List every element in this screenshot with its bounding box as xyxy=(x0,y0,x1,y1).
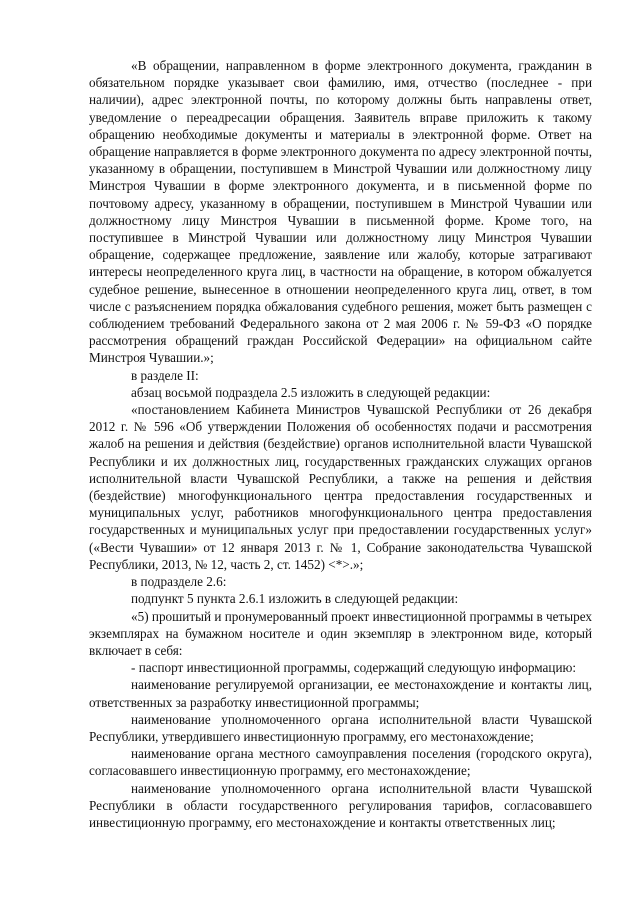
paragraph-5: в подразделе 2.6: xyxy=(131,574,227,590)
paragraph-4: «постановлением Кабинета Министров Чувашской Республики от 26 декабря 2012 г. № 596 «Об утверждении Положения об особенностях подачи и рассмотрения жалоб на решения и действия (бездействие) органов исполнительной власти Чувашской Республики и их должностных лиц, государственных гражданских служащих органов исполнительной власти Чувашской Республики, а также на решения и действия (бездействие) многофункционального центра предоставления государственных и муниципальных услуг, работников многофункционального центра предоставления государственных и муниципальных услуг при предоставлении государственных услуг» («Вести Чувашии» от 12 января 2013 г. № 1, Собрание законодательства Чувашской Республики, 2013, № 12, часть 2, ст. 1452) <*>.»; xyxy=(89,402,592,572)
paragraph-11: наименование органа местного самоуправления поселения (городского округа), согласовавшего инвестиционную программу, его местонахождение; xyxy=(89,746,592,779)
document-body xyxy=(89,57,592,831)
paragraph-10: наименование уполномоченного органа исполнительной власти Чувашской Республики, утвердившего инвестиционную программу, его местонахождение; xyxy=(89,711,592,744)
paragraph-9: наименование регулируемой организации, ее местонахождение и контакты лиц, ответственных за разработку инвестиционной программы; xyxy=(89,677,592,710)
paragraph-3: абзац восьмой подраздела 2.5 изложить в следующей редакции: xyxy=(131,384,491,400)
paragraph-8: - паспорт инвестиционной программы, содержащий следующую информацию: xyxy=(131,660,577,676)
paragraph-2: в разделе II: xyxy=(131,367,199,383)
paragraph-12: наименование уполномоченного органа исполнительной власти Чувашской Республики в области государственного регулирования тарифов, согласовавшего инвестиционную программу, его местонахождение и контакты ответственных лиц; xyxy=(89,780,592,830)
paragraph-6: подпункт 5 пункта 2.6.1 изложить в следующей редакции: xyxy=(131,591,459,607)
paragraph-1: «В обращении, направленном в форме электронного документа, гражданин в обязательном порядке указывает свои фамилию, имя, отчество (последнее - при наличии), адрес электронной почты, по которому должны быть направлены ответ, уведомление о переадресации обращения. Заявитель вправе приложить к такому обращению необходимые документы и материалы в электронной форме. Ответ на обращение направляется в форме электронного документа по адресу электронной почты, указанному в обращении, поступившем в Минстрой Чувашии или должностному лицу Минстроя Чувашии в форме электронного документа, и в письменной форме по почтовому адресу, указанному в обращении, поступившем в Минстрой Чувашии или должностному лицу Минстроя Чувашии в письменной форме. Кроме того, на поступившее в Минстрой Чувашии или должностному лицу Минстроя Чувашии обращение, содержащее предложение, заявление или жалобу, которые затрагивают интересы неопределенного круга лиц, в частности на обращение, в котором обжалуется судебное решение, вынесенное в отношении неопределенного круга лиц, ответ, в том числе с разъяснением порядка обжалования судебного решения, может быть размещен с соблюдением требований Федерального закона от 2 мая 2006 г. № 59-ФЗ «О порядке рассмотрения обращений граждан Российской Федерации» на официальном сайте Минстроя Чувашии.»; xyxy=(89,58,592,366)
paragraph-7: «5) прошитый и пронумерованный проект инвестиционной программы в четырех экземплярах на бумажном носителе и один экземпляр в электронном виде, который включает в себя: xyxy=(89,608,592,658)
